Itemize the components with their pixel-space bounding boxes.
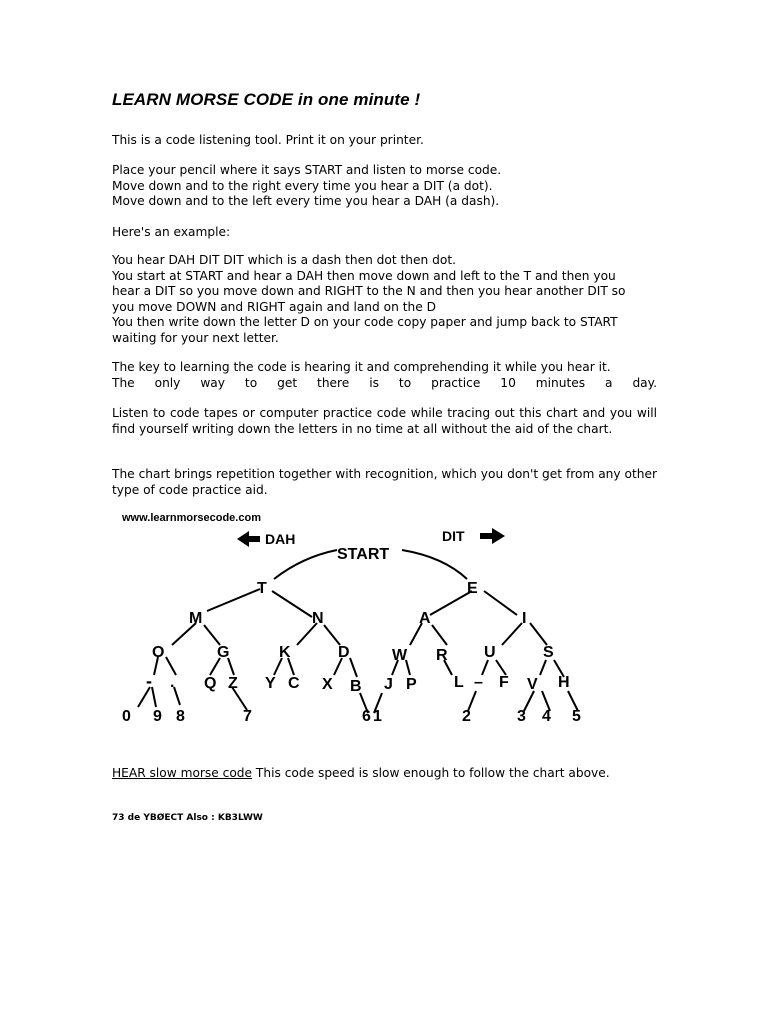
node-k: K	[279, 644, 291, 661]
listen-paragraph	[112, 406, 657, 437]
node-2: 2	[462, 708, 471, 725]
node-m: M	[189, 610, 203, 627]
instruction-line: Move down and to the left every time you hear a DAH (a dash).	[112, 194, 500, 208]
node-x: X	[322, 676, 333, 693]
node-f: F	[499, 674, 509, 691]
node-0: 0	[122, 708, 131, 725]
start-node: START	[337, 546, 390, 563]
node-dot: .	[170, 674, 175, 691]
key-paragraph	[112, 360, 657, 391]
node-c: C	[288, 675, 300, 692]
key-line: The only way to get there is to practice 10 minutes a day.	[112, 375, 657, 390]
node-u: U	[484, 644, 496, 661]
node-r: R	[436, 647, 448, 664]
example-line: You then write down the letter D on your code copy paper and jump back to START	[112, 315, 618, 329]
example-line: hear a DIT so you move down and RIGHT to the N and then you hear another DIT so	[112, 284, 626, 298]
dit-label: DIT	[442, 528, 465, 544]
example-heading-text: Here's an example:	[112, 225, 231, 239]
node-w: W	[392, 647, 408, 664]
dah-label: DAH	[265, 531, 296, 547]
node-9: 9	[153, 708, 162, 725]
dit-arrow-icon	[480, 528, 505, 544]
node-b: B	[350, 678, 362, 695]
node-p: P	[406, 676, 417, 693]
node-t: T	[257, 580, 267, 597]
node-y: Y	[265, 675, 276, 692]
node-q: Q	[204, 675, 217, 692]
node-s: S	[543, 644, 554, 661]
intro-text: This is a code listening tool. Print it on your printer.	[112, 133, 424, 147]
node-h: H	[558, 674, 570, 691]
morse-tree-chart	[112, 505, 602, 735]
instruction-line: Place your pencil where it says START and listen to morse code.	[112, 163, 502, 177]
chart-paragraph-text: The chart brings repetition together with recognition, which you don't get from any other type of code practice aid.	[112, 467, 657, 497]
node-4: 4	[542, 708, 551, 725]
node-d: D	[338, 644, 350, 661]
example-line: You hear DAH DIT DIT which is a dash then dot then dot.	[112, 253, 456, 267]
node-3: 3	[517, 708, 526, 725]
node-j: J	[384, 676, 393, 693]
example-paragraph	[112, 253, 657, 346]
node-o: O	[152, 644, 165, 661]
node-5: 5	[572, 708, 581, 725]
node-7: 7	[243, 708, 252, 725]
listen-text: Listen to code tapes or computer practice code while tracing out this chart and you will find yourself writing down the letters in no time at all without the aid of the chart.	[112, 406, 657, 436]
node-n: N	[312, 610, 324, 627]
node-6: 6	[362, 708, 371, 725]
node-v: V	[527, 676, 538, 693]
key-line: The key to learning the code is hearing it and comprehending it while you hear it.	[112, 360, 611, 374]
hear-line	[112, 766, 610, 780]
signature: 73 de YBØECT Also : KB3LWW	[112, 813, 263, 823]
instruction-line: Move down and to the right every time you hear a DIT (a dot).	[112, 178, 493, 193]
node-l: L	[454, 674, 464, 691]
node-separator: –	[474, 674, 483, 691]
page-title: LEARN MORSE CODE in one minute !	[112, 90, 421, 109]
example-line: you move DOWN and RIGHT again and land on the D	[112, 299, 436, 314]
example-heading	[112, 225, 657, 241]
instructions-paragraph	[112, 163, 657, 210]
example-line: You start at START and hear a DAH then move down and left to the T and then you	[112, 268, 616, 283]
dah-arrow-icon	[237, 531, 260, 547]
node-8: 8	[176, 708, 185, 725]
node-a: A	[419, 610, 431, 627]
chart-paragraph	[112, 467, 657, 498]
intro-paragraph	[112, 133, 657, 149]
node-dash: -	[146, 671, 152, 691]
node-i: I	[522, 610, 527, 627]
hear-description: This code speed is slow enough to follow the chart above.	[252, 766, 610, 780]
chart-url: www.learnmorsecode.com	[122, 512, 261, 524]
node-g: G	[217, 644, 230, 661]
example-line: waiting for your next letter.	[112, 330, 279, 345]
hear-slow-morse-link[interactable]: HEAR slow morse code	[112, 766, 253, 780]
node-1: 1	[373, 708, 382, 725]
node-e: E	[467, 580, 478, 597]
node-z: Z	[228, 675, 238, 692]
